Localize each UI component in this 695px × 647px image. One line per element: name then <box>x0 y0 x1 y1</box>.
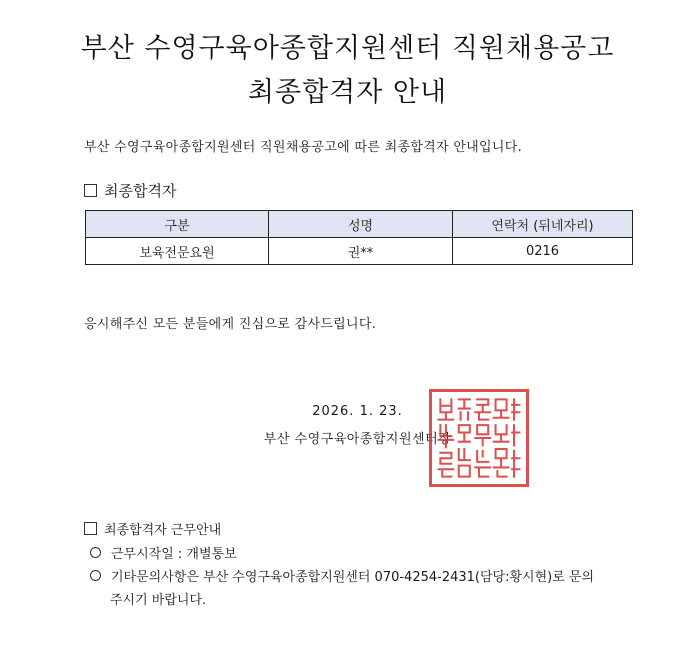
section-title: 최종합격자 <box>104 182 177 200</box>
announcement-date: 2026. 1. 23. <box>312 404 403 419</box>
notice-heading <box>84 519 221 538</box>
seal-graphic <box>432 392 526 484</box>
official-seal-icon <box>429 389 529 487</box>
table-header-row <box>86 211 633 238</box>
table-row <box>86 238 633 265</box>
column-header: 구분 <box>86 211 269 238</box>
column-header: 성명 <box>269 211 453 238</box>
result-table <box>85 210 633 265</box>
notice-item <box>90 566 594 585</box>
section-heading <box>84 180 176 201</box>
intro-text: 부산 수영구육아종합지원센터 직원채용공고에 따른 최종합격자 안내입니다. <box>84 140 523 155</box>
thanks-text: 응시해주신 모든 분들에게 진심으로 감사드립니다. <box>84 317 377 332</box>
table-cell-category: 보육전문요원 <box>86 238 269 265</box>
page-title-line2: 최종합격자 안내 <box>247 77 448 108</box>
notice-item-continuation: 주시기 바랍니다. <box>110 593 207 608</box>
notice-title: 최종합격자 근무안내 <box>104 523 222 538</box>
notice-item-text: 기타문의사항은 부산 수영구육아종합지원센터 070-4254-2431(담당:황시현)로 문의 <box>111 570 595 585</box>
table-cell-name: 권** <box>269 238 453 265</box>
circle-bullet-icon <box>90 547 101 558</box>
checkbox-square-icon <box>84 184 97 197</box>
page-title-line1: 부산 수영구육아종합지원센터 직원채용공고 <box>80 33 615 64</box>
table-cell-contact: 0216 <box>453 238 633 265</box>
notice-item <box>90 543 237 562</box>
column-header: 연락처 (뒤네자리) <box>453 211 633 238</box>
circle-bullet-icon <box>90 570 101 581</box>
checkbox-square-icon <box>84 522 97 535</box>
signer-name: 부산 수영구육아종합지원센터장 <box>263 432 452 447</box>
notice-item-text: 근무시작일 : 개별통보 <box>111 547 237 562</box>
